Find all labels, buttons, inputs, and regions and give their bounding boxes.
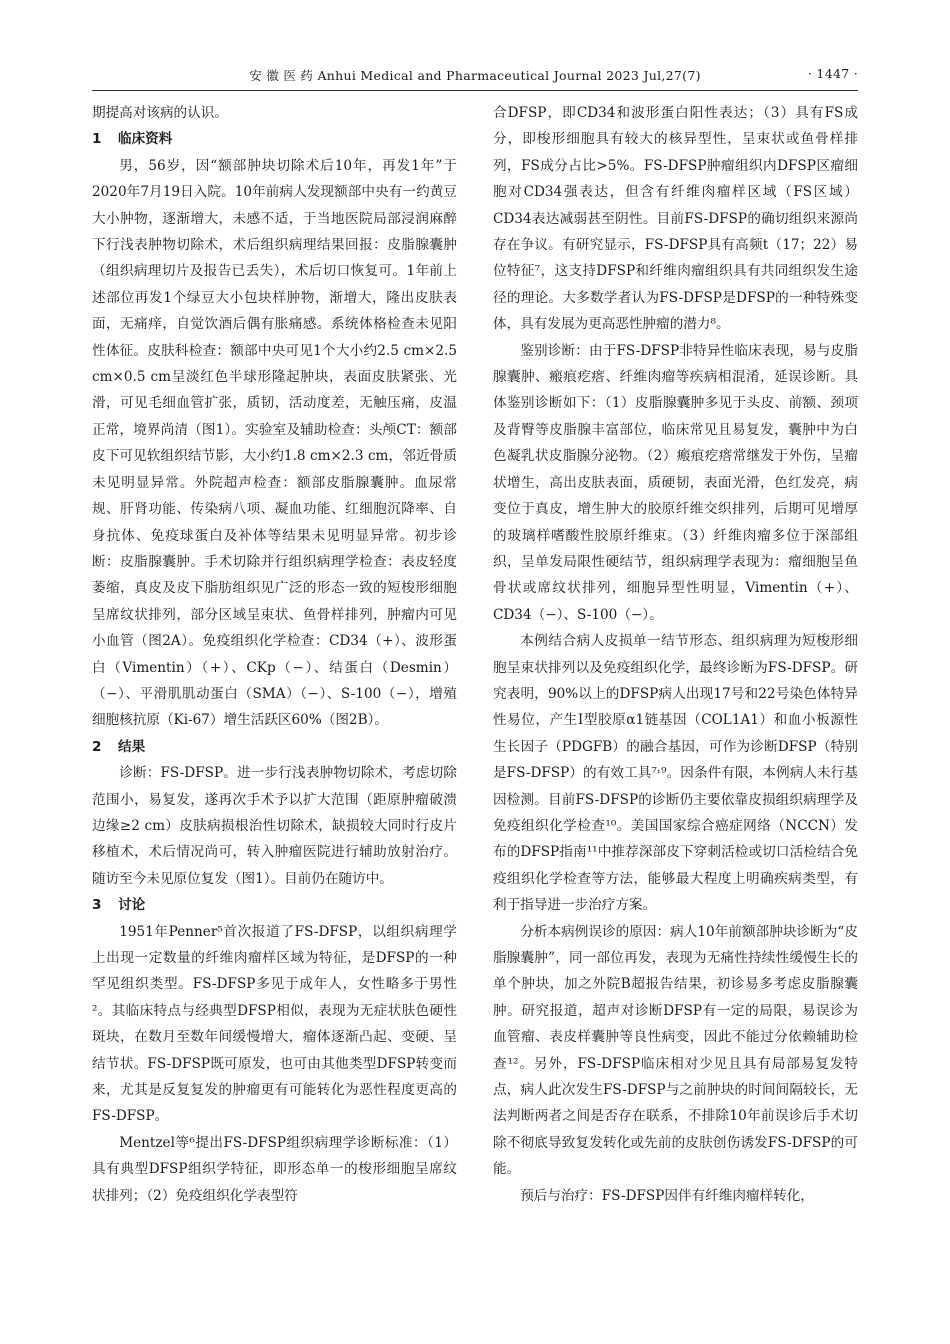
paragraph-misdiagnosis-analysis: 分析本病例误诊的原因：病人10年前额部肿块诊断为“皮脂腺囊肿”，同一部位再发，表现为无痛性持续性缓慢生长的单个肿块，加之外院B超报告结果，初诊易多考虑皮脂腺囊肿。研究报道，超声对诊断DFSP有一定的局限，易误诊为血管瘤、表皮样囊肿等良性病变，因此不能过分依赖辅助检查¹²。另外，FS-DFSP临床相对少见且具有局部易复发特点，病人此次发生FS-DFSP与之前肿块的时间间隔较长，无法判断两者之间是否存在联系，不排除10年前误诊后手术切除不彻底导致复发转化或先前的皮肤创伤诱发FS-DFSP的可能。 bbox=[493, 923, 858, 1178]
paragraph-intro-end: 期提高对该病的认识。 bbox=[92, 105, 228, 121]
section-title: 讨论 bbox=[118, 897, 146, 914]
page-number: · 1447 · bbox=[807, 66, 858, 81]
section-title: 结果 bbox=[118, 738, 146, 755]
running-head bbox=[92, 66, 858, 88]
paragraph-prognosis-treatment: 预后与治疗：FS-DFSP因伴有纤维肉瘤样转化， bbox=[520, 1187, 814, 1204]
paragraph-case-report: 男，56岁，因“额部肿块切除术后10年，再发1年”于2020年7月19日入院。10年前病人发现额部中央有一约黄豆大小肿物，逐渐增大，未感不适，于当地医院局部浸润麻醉下行浅表肿物切除术，术后组织病理结果回报：皮脂腺囊肿（组织病理切片及报告已丢失），术后切口恢复可。1年前上述部位再发1个绿豆大小包块样肿物，渐增大，隆出皮肤表面，无痛痒，自觉饮酒后偶有胀痛感。系统体格检查未见阳性体征。皮肤科检查：额部中央可见1个大小约2.5 cm×2.5 cm×0.5 cm呈淡红色半球形隆起肿块，表面皮肤紧张、光滑，可见毛细血管扩张，质韧，活动度差，无触压痛，皮温正常，境界尚清（图1）。实验室及辅助检查：头颅CT：额部皮下可见软组织结节影，大小约1.8 cm×2.3 cm，邻近骨质未见明显异常。外院超声检查：额部皮脂腺囊肿。血尿常规、肝肾功能、传染病八项、凝血功能、红细胞沉降率、自身抗体、免疫球蛋白及补体等结果未见明显异常。初步诊断：皮脂腺囊肿。手术切除并行组织病理学检查：表皮轻度萎缩，真皮及皮下脂肪组织见广泛的形态一致的短梭形细胞呈席纹状排列，部分区域呈束状、鱼骨样排列，肿瘤内可见小血管（图2A）。免疫组织化学检查：CD34（+）、波形蛋白（Vimentin）（+）、CKp（−）、结蛋白（Desmin）（−）、平滑肌肌动蛋白（SMA）（−）、S-100（−），增殖细胞核抗原（Ki-67）增生活跃区60%（图2B）。 bbox=[92, 157, 457, 729]
journal-citation: 安 徽 医 药 Anhui Medical and Pharmaceutical Journal 2023 Jul,27(7) bbox=[249, 68, 701, 83]
left-column bbox=[92, 100, 457, 1209]
section-number: 3 bbox=[92, 897, 102, 914]
right-column bbox=[493, 100, 858, 1209]
section-number: 1 bbox=[92, 131, 102, 148]
section-number: 2 bbox=[92, 738, 102, 755]
header-rule bbox=[92, 90, 858, 91]
section-heading-discussion bbox=[92, 892, 457, 918]
section-heading-results bbox=[92, 734, 457, 760]
paragraph-diagnostic-criteria: Mentzel等⁶提出FS-DFSP组织病理学诊断标准：（1）具有典型DFSP组织学特征，即形态单一的梭形细胞呈席纹状排列；（2）免疫组织化学表型符 bbox=[92, 1134, 457, 1204]
paragraph-criteria-continued: 合DFSP，即CD34和波形蛋白阳性表达；（3）具有FS成分，即梭形细胞具有较大的核异型性，呈束状或鱼骨样排列，FS成分占比>5%。FS-DFSP肿瘤组织内DFSP区瘤细胞对CD34强表达，但含有纤维肉瘤样区域（FS区域）CD34表达减弱甚至阴性。目前FS-DFSP的确切组织来源尚存在争议。有研究显示，FS-DFSP具有高频t（17；22）易位特征⁷，这支持DFSP和纤维肉瘤组织具有共同组织发生途径的理论。大多数学者认为FS-DFSP是DFSP的一种特殊变体，具有发展为更高恶性肿瘤的潜力⁸。 bbox=[493, 105, 858, 333]
paragraph-differential-diagnosis: 鉴别诊断：由于FS-DFSP非特异性临床表现，易与皮脂腺囊肿、瘢痕疙瘩、纤维肉瘤等疾病相混淆，延误诊断。具体鉴别诊断如下：（1）皮脂腺囊肿多见于头皮、前额、颈项及背臀等皮脂腺丰富部位，临床常见且易复发，囊肿中为白色凝乳状皮脂腺分泌物。（2）瘢痕疙瘩常继发于外伤，呈瘤状增生，高出皮肤表面，质硬韧，表面光滑，色红发亮，病变位于真皮，增生肿大的胶原纤维交织排列，后期可见增厚的玻璃样嗜酸性胶原纤维束。（3）纤维肉瘤多位于深部组织，呈单发局限性硬结节，组织病理学表现为：瘤细胞呈鱼骨状或席纹状排列，细胞异型性明显，Vimentin（+）、CD34（−）、S-100（−）。 bbox=[493, 342, 858, 623]
section-heading-clinical-data bbox=[92, 126, 457, 152]
paragraph-discussion-intro: 1951年Penner⁵首次报道了FS-DFSP，以组织病理学上出现一定数量的纤维肉瘤样区域为特征，是DFSP的一种罕见组织类型。FS-DFSP多见于成年人，女性略多于男性²。其临床特点与经典型DFSP相似，表现为无症状肤色硬性斑块，在数月至数年间缓慢增大，瘤体逐渐凸起、变硬、呈结节状。FS-DFSP既可原发，也可由其他类型DFSP转变而来，尤其是反复复发的肿瘤更有可能转化为恶性程度更高的FS-DFSP。 bbox=[92, 923, 457, 1125]
paragraph-final-diagnosis: 本例结合病人皮损单一结节形态、组织病理为短梭形细胞呈束状排列以及免疫组织化学，最终诊断为FS-DFSP。研究表明，90%以上的DFSP病人出现17号和22号染色体特异性易位，产生I型胶原α1链基因（COL1A1）和血小板源性生长因子（PDGFB）的融合基因，可作为诊断DFSP（特别是FS-DFSP）的有效工具⁷˒⁹。因条件有限，本例病人未行基因检测。目前FS-DFSP的诊断仍主要依靠皮损组织病理学及免疫组织化学检查¹⁰。美国国家综合癌症网络（NCCN）发布的DFSP指南¹¹中推荐深部皮下穿刺活检或切口活检结合免疫组织化学检查等方法，能够最大程度上明确疾病类型，有利于指导进一步治疗方案。 bbox=[493, 633, 858, 914]
section-title: 临床资料 bbox=[118, 131, 173, 148]
paragraph-results: 诊断：FS-DFSP。进一步行浅表肿物切除术，考虑切除范围小，易复发，遂再次手术予以扩大范围（距原肿瘤破溃边缘≥2 cm）皮肤病损根治性切除术，缺损较大同时行皮片移植术，术后情况尚可，转入肿瘤医院进行辅助放射治疗。随访至今未见原位复发（图1）。目前仍在随访中。 bbox=[92, 765, 457, 887]
